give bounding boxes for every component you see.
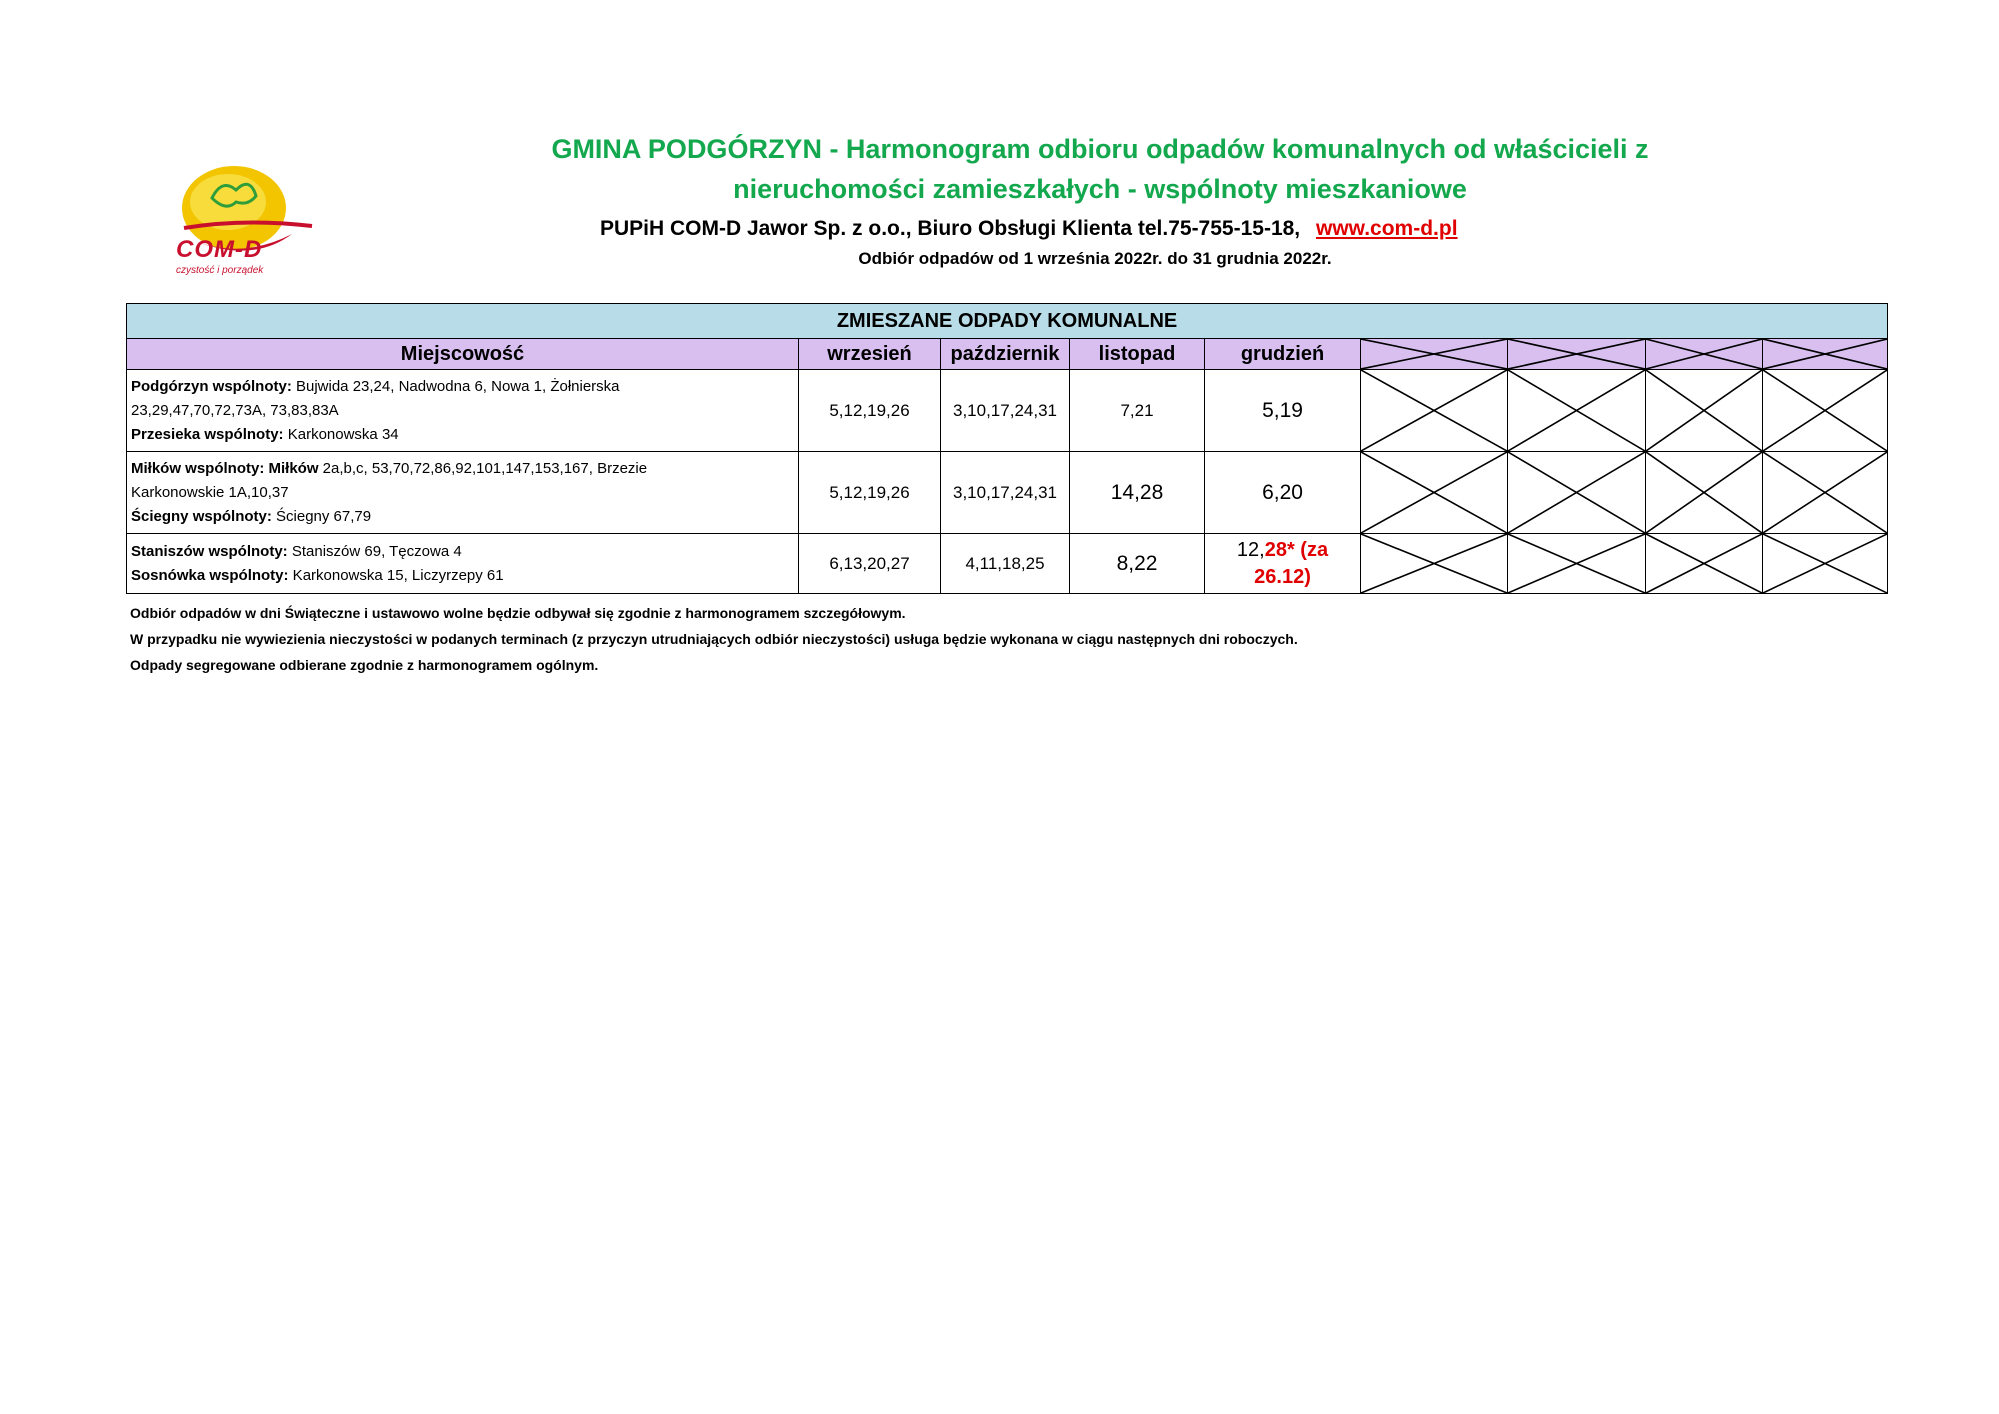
cross-icon: [1763, 534, 1887, 593]
cross-icon: [1361, 452, 1507, 533]
location-label: Sosnówka wspólnoty:: [131, 566, 289, 584]
page-title-line1: GMINA PODGÓRZYN - Harmonogram odbioru odpadów komunalnych od właścicieli z: [551, 134, 1649, 164]
website-link[interactable]: www.com-d.pl: [1315, 217, 1458, 240]
cross-icon: [1646, 534, 1762, 593]
location-label: Ściegny wspólnoty:: [131, 507, 272, 525]
crossed-cell: [1646, 452, 1763, 534]
dates-wrzesien: 6,13,20,27: [799, 534, 941, 594]
location-text: Karkonowska 15, Liczyrzepy 61: [288, 566, 504, 584]
crossed-cell: [1361, 452, 1508, 534]
location-text: Staniszów 69, Tęczowa 4: [287, 542, 462, 560]
table-band-title: ZMIESZANE ODPADY KOMUNALNE: [127, 304, 1888, 339]
col-header-wrzesien: wrzesień: [799, 339, 941, 370]
dates-listopad: 7,21: [1070, 370, 1205, 452]
dates-pazdziernik: 3,10,17,24,31: [941, 370, 1070, 452]
dates-grudzien: [1205, 534, 1361, 594]
location-label: Miłków wspólnoty: Miłków: [131, 459, 319, 477]
cross-icon: [1508, 534, 1645, 593]
cross-icon: [1763, 370, 1887, 451]
dates-wrzesien: 5,12,19,26: [799, 452, 941, 534]
cross-icon: [1508, 452, 1645, 533]
crossed-cell: [1508, 370, 1646, 452]
logo-tagline: czystość i porządek: [176, 265, 264, 276]
crossed-cell: [1508, 339, 1646, 370]
page-title-line2: nieruchomości zamieszkałych - wspólnoty mieszkaniowe: [733, 174, 1467, 204]
location-label: Staniszów wspólnoty:: [131, 542, 288, 560]
dates-pazdziernik: 4,11,18,25: [941, 534, 1070, 594]
notes: [130, 600, 1298, 678]
col-header-pazdziernik: październik: [941, 339, 1070, 370]
schedule-table: [126, 303, 1888, 594]
location-text: Karkonowskie 1A,10,37: [131, 483, 289, 501]
note-line: Odpady segregowane odbierane zgodnie z harmonogramem ogólnym.: [130, 657, 599, 673]
cross-icon: [1646, 452, 1762, 533]
table-row: [127, 452, 1888, 534]
crossed-cell: [1361, 534, 1508, 594]
note-line: Odbiór odpadów w dni Świąteczne i ustawowo wolne będzie odbywał się zgodnie z harmonogramem szczegółowym.: [130, 605, 906, 621]
table-header-row: [127, 339, 1888, 370]
location-label: Przesieka wspólnoty:: [131, 425, 284, 443]
cross-icon: [1361, 534, 1507, 593]
company-info: [600, 217, 1458, 241]
crossed-cell: [1763, 452, 1888, 534]
cross-icon: [1361, 339, 1507, 369]
crossed-cell: [1646, 534, 1763, 594]
crossed-cell: [1646, 339, 1763, 370]
crossed-cell: [1763, 534, 1888, 594]
location-text: Bujwida 23,24, Nadwodna 6, Nowa 1, Żołnierska: [291, 377, 620, 395]
dates-listopad: 8,22: [1070, 534, 1205, 594]
company-contact: PUPiH COM-D Jawor Sp. z o.o., Biuro Obsługi Klienta tel.75-755-15-18,: [600, 217, 1301, 240]
cross-icon: [1646, 339, 1762, 369]
collection-period: Odbiór odpadów od 1 września 2022r. do 31 grudnia 2022r.: [858, 249, 1332, 268]
dates-grudzien-plain: 12,: [1236, 538, 1265, 561]
crossed-cell: [1763, 370, 1888, 452]
cross-icon: [1646, 370, 1762, 451]
cross-icon: [1508, 339, 1645, 369]
table-row: [127, 370, 1888, 452]
crossed-cell: [1646, 370, 1763, 452]
crossed-cell: [1508, 452, 1646, 534]
dates-pazdziernik: 3,10,17,24,31: [941, 452, 1070, 534]
location-label: Podgórzyn wspólnoty:: [131, 377, 292, 395]
dates-grudzien-note: 28* (za 26.12): [1254, 538, 1329, 588]
cross-icon: [1361, 370, 1507, 451]
cross-icon: [1763, 452, 1887, 533]
crossed-cell: [1763, 339, 1888, 370]
dates-listopad: 14,28: [1070, 452, 1205, 534]
cross-icon: [1763, 339, 1887, 369]
dates-grudzien: 6,20: [1205, 452, 1361, 534]
crossed-cell: [1361, 370, 1508, 452]
dates-grudzien: 5,19: [1205, 370, 1361, 452]
locations-cell: [127, 452, 799, 534]
table-row: [127, 534, 1888, 594]
note-line: W przypadku nie wywiezienia nieczystości w podanych terminach (z przyczyn utrudniających odbiór nieczystości) usługa będzie wykonana w ciągu następnych dni roboczych.: [130, 631, 1298, 647]
logo-brand: COM-D: [176, 236, 263, 263]
col-header-listopad: listopad: [1070, 339, 1205, 370]
crossed-cell: [1361, 339, 1508, 370]
cross-icon: [1508, 370, 1645, 451]
location-text: 23,29,47,70,72,73A, 73,83,83A: [131, 401, 339, 419]
location-text: Karkonowska 34: [283, 425, 399, 443]
dates-wrzesien: 5,12,19,26: [799, 370, 941, 452]
locations-cell: [127, 370, 799, 452]
location-text: 2a,b,c, 53,70,72,86,92,101,147,153,167, Brzezie: [318, 459, 648, 477]
locations-cell: [127, 534, 799, 594]
location-text: Ściegny 67,79: [271, 507, 372, 525]
col-header-grudzien: grudzień: [1205, 339, 1361, 370]
col-header-miejscowosc: Miejscowość: [127, 339, 799, 370]
crossed-cell: [1508, 534, 1646, 594]
